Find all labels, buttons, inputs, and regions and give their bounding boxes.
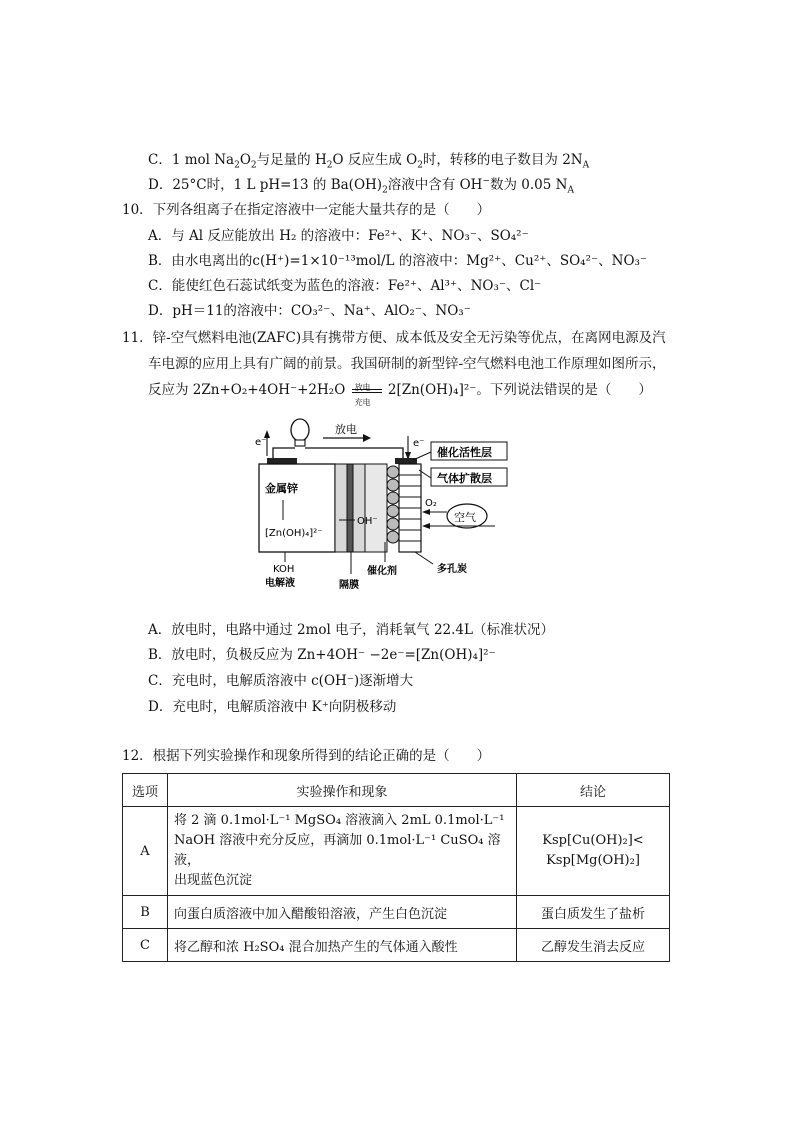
zinc-air-battery-diagram xyxy=(255,412,525,612)
q11-stem-line3: 反应为 2Zn+O₂+4OH⁻+2H₂O 放电 充电 2[Zn(OH)₄]²⁻。下列说法错误的是（ ） xyxy=(148,382,652,407)
zincate-label: [Zn(OH)₄]²⁻ xyxy=(265,528,323,539)
q9-option-c: C．1 mol $Na_2O_2$与足量的 $H_2O$ 反应生成 $O_2$时，转移的电子数目为 $2N_A$ xyxy=(148,152,590,171)
row-operation-line: 将 2 滴 0.1mol·L⁻¹ MgSO₄ 溶液滴入 2mL 0.1mol·L⁻¹ xyxy=(174,813,505,828)
electron-right-label: e⁻ xyxy=(413,438,425,449)
oxygen-label: O₂ xyxy=(425,498,437,509)
q10-option-d: D．pH＝11的溶液中：CO₃²⁻、Na⁺、AlO₂⁻、NO₃⁻ xyxy=(148,303,471,319)
q12-table xyxy=(122,773,670,962)
koh-label: KOH xyxy=(273,564,295,575)
catalyst-label: 催化剂 xyxy=(367,566,397,577)
q11-option-d: D．充电时，电解质溶液中 K⁺向阴极移动 xyxy=(148,699,397,715)
reversible-arrow: 放电 充电 xyxy=(350,381,384,401)
q11-option-a: A．放电时，电路中通过 2mol 电子，消耗氧气 22.4L（标准状况） xyxy=(148,622,554,638)
porous-carbon-label: 多孔炭 xyxy=(437,564,467,575)
row-conclusion: 乙醇发生消去反应 xyxy=(517,929,670,962)
table-row xyxy=(123,807,670,896)
row-operation: 将乙醇和浓 H₂SO₄ 混合加热产生的气体通入酸性 xyxy=(168,929,517,962)
q11-stem-line2: 车电源的应用上具有广阔的前景。我国研制的新型锌-空气燃料电池工作原理如图所示， xyxy=(148,356,666,372)
header-conclusion: 结论 xyxy=(517,774,670,807)
diffusion-layer-label: 气体扩散层 xyxy=(437,472,492,485)
row-conclusion: 蛋白质发生了盐析 xyxy=(517,896,670,929)
row-conclusion-line: Ksp[Mg(OH)₂] xyxy=(546,853,640,868)
discharge-label: 放电 xyxy=(335,423,357,436)
air-label: 空气 xyxy=(454,511,476,524)
header-operation: 实验操作和现象 xyxy=(168,774,517,807)
row-operation: 向蛋白质溶液中加入醋酸铅溶液，产生白色沉淀 xyxy=(168,896,517,929)
table-row xyxy=(123,929,670,962)
q9-option-d: D．25°C时，1 L pH=13 的 $Ba(OH)_2$溶液中含有 OH−数为 0.05 $N_A$ xyxy=(148,176,574,196)
bulb-icon xyxy=(291,419,309,446)
membrane-block xyxy=(347,464,353,552)
row-option: C xyxy=(123,929,168,962)
catalyst-layer-label: 催化活性层 xyxy=(437,446,492,459)
row-operation-line: NaOH 溶液中充分反应，再滴加 0.1mol·L⁻¹ CuSO₄ 溶液， xyxy=(174,833,501,868)
row-conclusion xyxy=(517,807,670,896)
catalyst-particles xyxy=(387,466,399,543)
hydroxide-label: OH⁻ xyxy=(357,516,378,527)
q10-stem: 10．下列各组离子在指定溶液中一定能大量共存的是（ ） xyxy=(122,202,491,218)
row-operation-line: 出现蓝色沉淀 xyxy=(174,873,253,888)
table-header-row xyxy=(123,774,670,807)
q12-stem: 12．根据下列实验操作和现象所得到的结论正确的是（ ） xyxy=(122,748,491,764)
q11-option-b: B．放电时，负极反应为 Zn+4OH⁻ −2e⁻=[Zn(OH)₄]²⁻ xyxy=(148,647,496,663)
table-row xyxy=(123,896,670,929)
q10-option-c: C．能使红色石蕊试纸变为蓝色的溶液：Fe²⁺、Al³⁺、NO₃⁻、Cl⁻ xyxy=(148,278,542,294)
q11-option-c: C．充电时，电解质溶液中 c(OH⁻)逐渐增大 xyxy=(148,673,414,689)
membrane-label: 隔膜 xyxy=(339,580,359,591)
row-option: B xyxy=(123,896,168,929)
row-conclusion-line: Ksp[Cu(OH)₂]< xyxy=(542,833,644,848)
zinc-label: 金属锌 xyxy=(265,482,298,495)
row-operation xyxy=(168,807,517,896)
electrolyte-label: 电解液 xyxy=(265,578,295,589)
q10-option-b: B．由水电离出的c(H⁺)=1×10⁻¹³mol/L 的溶液中：Mg²⁺、Cu²⁺、SO₄²⁻、NO₃⁻ xyxy=(148,253,648,269)
q11-stem-line1: 11．锌-空气燃料电池(ZAFC)具有携带方便、成本低及安全无污染等优点，在离网电源及汽 xyxy=(122,330,666,346)
row-option: A xyxy=(123,807,168,896)
header-option: 选项 xyxy=(123,774,168,807)
q10-option-a: A．与 Al 反应能放出 H₂ 的溶液中：Fe²⁺、K⁺、NO₃⁻、SO₄²⁻ xyxy=(148,228,529,244)
electron-left-label: e⁻ xyxy=(255,437,267,448)
